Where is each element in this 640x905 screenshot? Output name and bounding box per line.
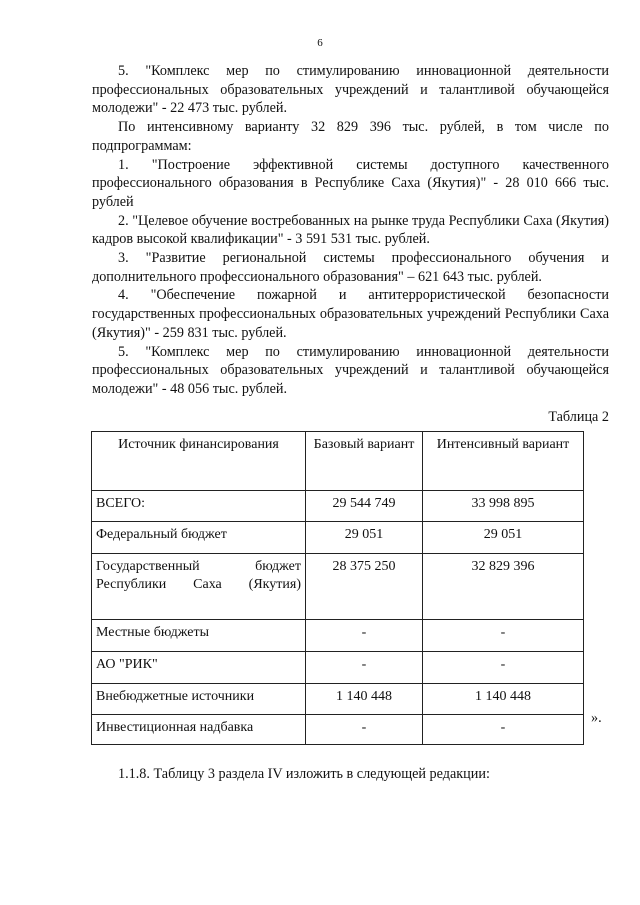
table-row (92, 652, 584, 684)
header-source: Источник финансирования (92, 432, 306, 491)
paragraph: 4. "Обеспечение пожарной и антитеррористической безопасности государственных профессиональных образовательных учреждений Республики Саха (Якутия)" - 259 831 тыс. рублей. (92, 287, 609, 341)
base-value: - (306, 652, 423, 684)
table-caption: Таблица 2 (548, 409, 609, 425)
table-row (92, 491, 584, 522)
base-value: 29 544 749 (306, 491, 423, 522)
row-label: Инвестиционная надбавка (92, 715, 306, 745)
table-row (92, 684, 584, 715)
paragraph: 5. "Комплекс мер по стимулированию инновационной деятельности профессиональных образовательных учреждений и талантливой обучающейся молодежи" - 22 473 тыс. рублей. (92, 63, 609, 117)
row-label: Государственный бюджет Республики Саха (Якутия) (92, 554, 306, 620)
paragraph: 5. "Комплекс мер по стимулированию инновационной деятельности профессиональных образовательных учреждений и талантливой обучающейся молодежи" - 48 056 тыс. рублей. (92, 343, 609, 397)
row-label: Внебюджетные источники (92, 684, 306, 715)
header-intensive: Интенсивный вариант (423, 432, 584, 491)
intensive-value: 29 051 (423, 522, 584, 554)
base-value: - (306, 620, 423, 652)
base-value: 29 051 (306, 522, 423, 554)
header-base: Базовый вариант (306, 432, 423, 491)
intensive-value: - (423, 652, 584, 684)
table-row (92, 554, 584, 620)
intensive-value: - (423, 715, 584, 745)
paragraph: По интенсивному варианту 32 829 396 тыс. рублей, в том числе по подпрограммам: (92, 119, 609, 154)
table-row (92, 620, 584, 652)
row-label: Местные бюджеты (92, 620, 306, 652)
intensive-value: 1 140 448 (423, 684, 584, 715)
base-value: 28 375 250 (306, 554, 423, 620)
intensive-value: - (423, 620, 584, 652)
base-value: - (306, 715, 423, 745)
final-paragraph: 1.1.8. Таблицу 3 раздела IV изложить в следующей редакции: (118, 766, 490, 782)
base-value: 1 140 448 (306, 684, 423, 715)
row-label: АО "РИК" (92, 652, 306, 684)
row-label: Федеральный бюджет (92, 522, 306, 554)
financing-table (91, 431, 584, 745)
paragraph: 3. "Развитие региональной системы профессионального обучения и дополнительного профессионального образования" – 621 643 тыс. рублей. (92, 250, 609, 285)
paragraph: 1. "Построение эффективной системы доступного качественного профессионального образования в Республике Саха (Якутия)" - 28 010 666 тыс. рублей (92, 156, 609, 210)
page-number: 6 (317, 37, 323, 49)
intensive-value: 32 829 396 (423, 554, 584, 620)
paragraph: 2. "Целевое обучение востребованных на рынке труда Республики Саха (Якутия) кадров высокой квалификации" - 3 591 531 тыс. рублей. (92, 212, 609, 248)
table-row (92, 522, 584, 554)
row-label: ВСЕГО: (92, 491, 306, 522)
body-text (92, 62, 609, 399)
closing-quote: ». (591, 710, 602, 726)
intensive-value: 33 998 895 (423, 491, 584, 522)
table-row (92, 715, 584, 745)
table-header-row (92, 432, 584, 491)
